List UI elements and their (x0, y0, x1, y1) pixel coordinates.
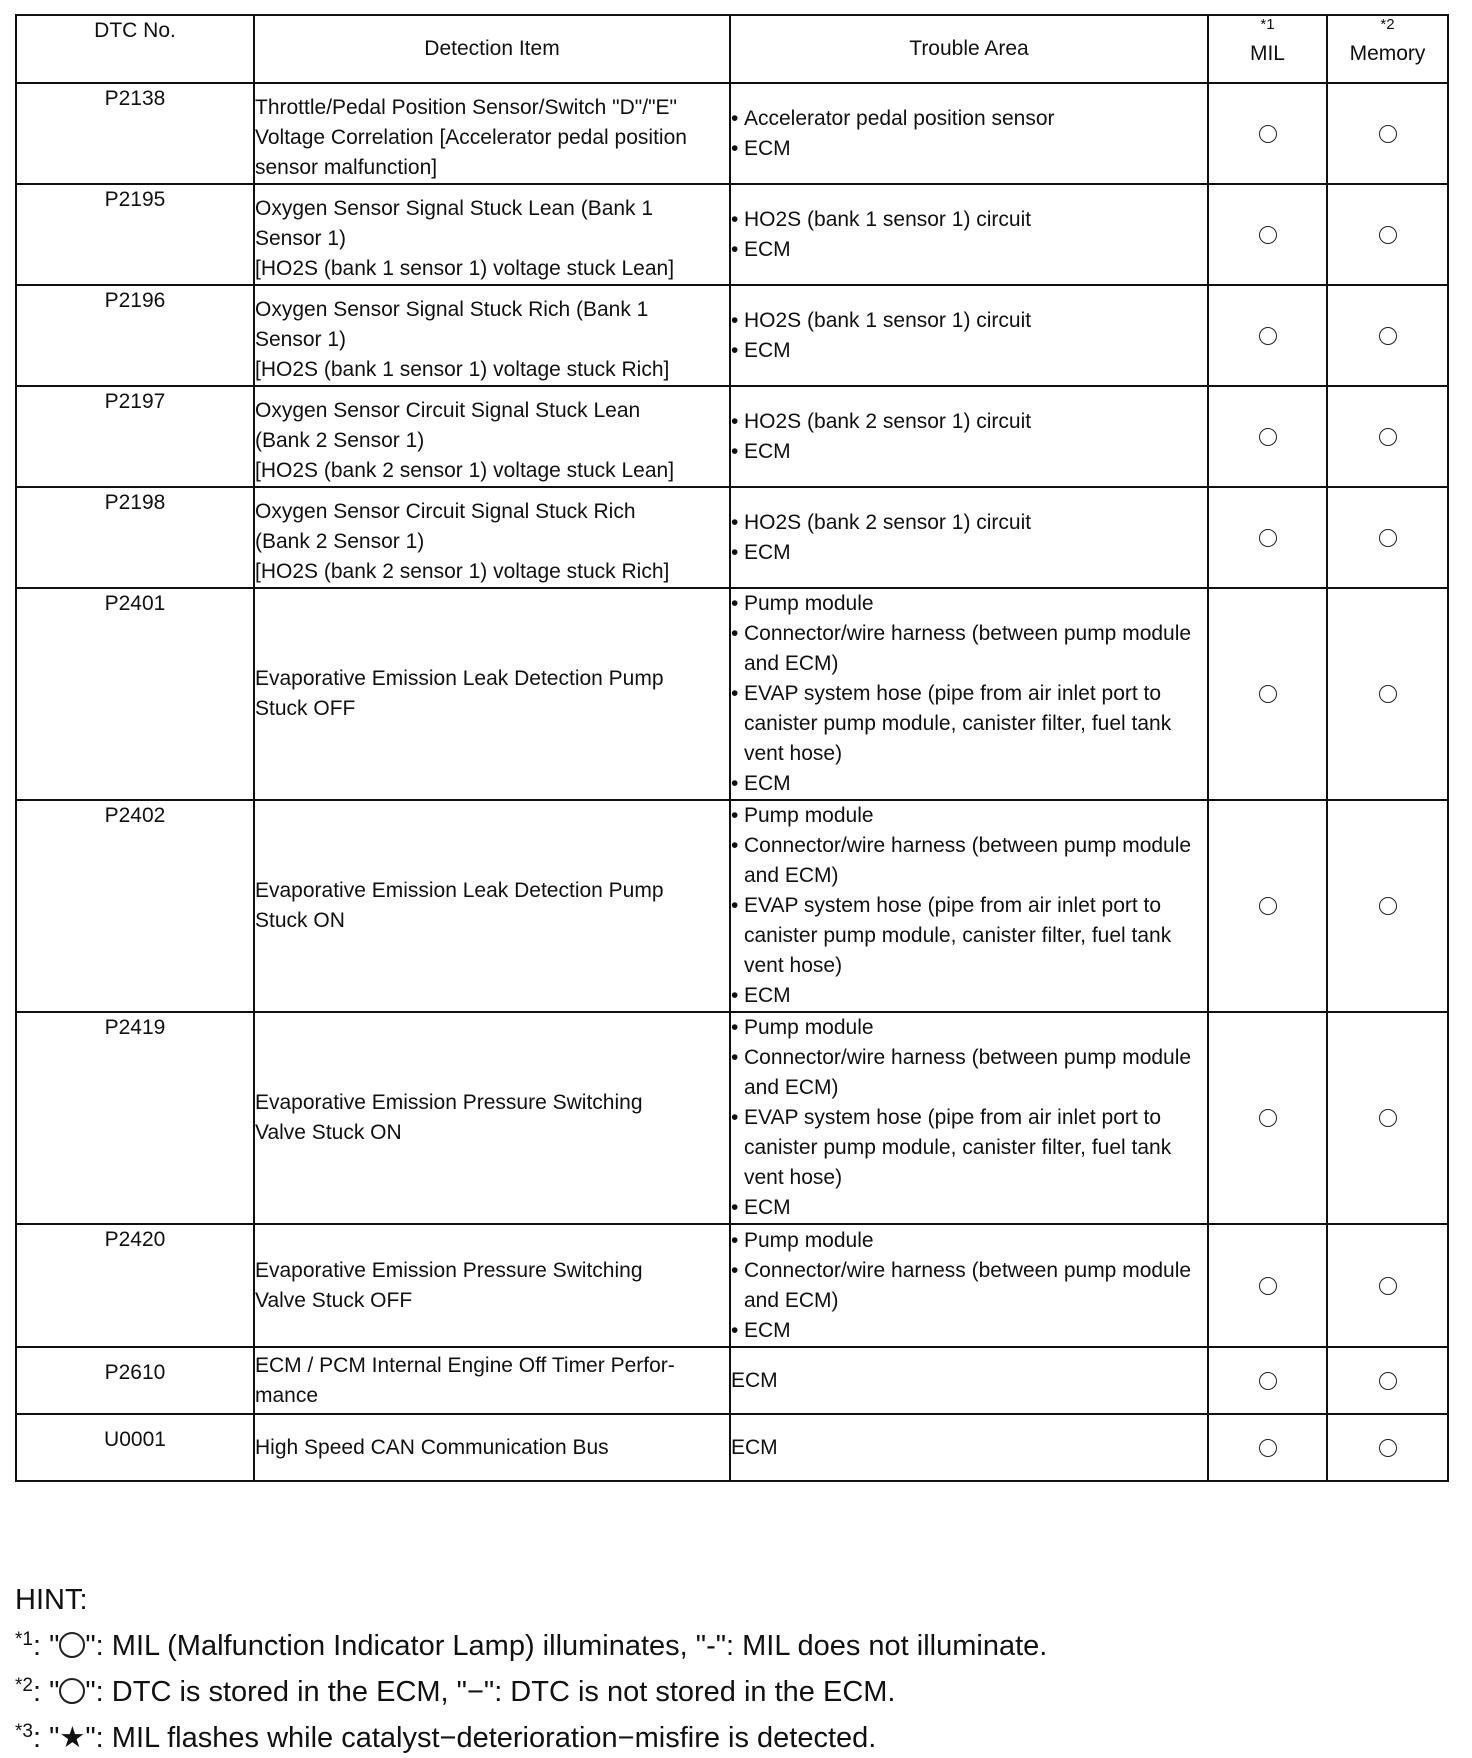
trouble-area-item: • ECM (731, 336, 1207, 366)
table-row (16, 1414, 1448, 1481)
memory-cell (1327, 800, 1448, 1012)
detection-item-line: Throttle/Pedal Position Sensor/Switch "D"/"E" (255, 96, 677, 119)
memory-cell (1327, 588, 1448, 800)
mil-cell (1208, 1347, 1327, 1414)
detection-item-cell (254, 1012, 730, 1224)
hint-note (15, 1712, 1047, 1758)
mil-circle-icon (1259, 428, 1277, 446)
trouble-area-item: • Pump module (731, 801, 1207, 831)
hint-note-text: ": DTC is stored in the ECM, "−": DTC is not stored in the ECM. (85, 1676, 896, 1708)
hint-note-prefix: : " (32, 1722, 60, 1754)
trouble-area-list (731, 1226, 1207, 1346)
mil-cell (1208, 285, 1327, 386)
trouble-area-text: ECM (731, 1435, 778, 1459)
trouble-area-item: • EVAP system hose (pipe from air inlet port to canister pump module, canister filter, fuel tank vent hose) (731, 1103, 1207, 1193)
detection-item-line: Evaporative Emission Leak Detection Pump (255, 879, 664, 902)
header-memory-footnote-mark: *2 (1380, 16, 1395, 33)
table-row (16, 83, 1448, 184)
dtc-table (15, 14, 1449, 1482)
memory-cell (1327, 1012, 1448, 1224)
mil-circle-icon (1259, 897, 1277, 915)
mil-cell (1208, 386, 1327, 487)
trouble-area-cell (730, 800, 1208, 1012)
detection-item-line: Oxygen Sensor Signal Stuck Lean (Bank 1 (255, 197, 654, 220)
trouble-area-cell (730, 588, 1208, 800)
detection-item-line: Valve Stuck OFF (255, 1288, 413, 1312)
mil-circle-icon (1259, 1372, 1277, 1390)
header-memory-label: Memory (1349, 42, 1426, 65)
mil-cell (1208, 800, 1327, 1012)
trouble-area-item: • HO2S (bank 2 sensor 1) circuit (731, 407, 1207, 437)
mil-circle-icon (1259, 1277, 1277, 1295)
dtc-code-cell: U0001 (16, 1414, 254, 1481)
detection-item-cell (254, 83, 730, 184)
memory-circle-icon (1379, 125, 1397, 143)
mil-circle-icon (1259, 125, 1277, 143)
mil-cell (1208, 588, 1327, 800)
mil-circle-icon (1259, 685, 1277, 703)
dtc-code-cell: P2401 (16, 588, 254, 800)
hint-section (15, 1580, 1047, 1758)
detection-item-line: sensor malfunction] (255, 156, 438, 179)
trouble-area-item: • EVAP system hose (pipe from air inlet port to canister pump module, canister filter, fuel tank vent hose) (731, 891, 1207, 981)
trouble-area-list (731, 508, 1207, 568)
detection-item-line: (Bank 2 Sensor 1) (255, 530, 425, 553)
table-row (16, 184, 1448, 285)
memory-circle-icon (1379, 1277, 1397, 1295)
dtc-code-cell: P2420 (16, 1224, 254, 1347)
trouble-area-cell (730, 1012, 1208, 1224)
trouble-area-item: • Pump module (731, 1226, 1207, 1256)
hint-note-mark: *2 (15, 1675, 33, 1696)
trouble-area-item: • Connector/wire harness (between pump module and ECM) (731, 831, 1207, 891)
detection-item-line: Oxygen Sensor Circuit Signal Stuck Lean (255, 399, 641, 422)
mil-circle-icon (1259, 327, 1277, 345)
memory-circle-icon (1379, 685, 1397, 703)
header-mil (1208, 15, 1327, 83)
detection-item-cell (254, 386, 730, 487)
detection-item-cell (254, 487, 730, 588)
trouble-area-item: • Accelerator pedal position sensor (731, 104, 1207, 134)
trouble-area-item: • EVAP system hose (pipe from air inlet port to canister pump module, canister filter, fuel tank vent hose) (731, 679, 1207, 769)
memory-circle-icon (1379, 226, 1397, 244)
trouble-area-cell (730, 83, 1208, 184)
memory-cell (1327, 1414, 1448, 1481)
trouble-area-item: • Connector/wire harness (between pump module and ECM) (731, 619, 1207, 679)
memory-circle-icon (1379, 897, 1397, 915)
detection-item-cell (254, 588, 730, 800)
mil-cell (1208, 1012, 1327, 1224)
trouble-area-item: • ECM (731, 437, 1207, 467)
detection-item-cell (254, 285, 730, 386)
detection-item-line: (Bank 2 Sensor 1) (255, 429, 425, 452)
table-header-row (16, 15, 1448, 83)
mil-cell (1208, 1414, 1327, 1481)
trouble-area-item: • ECM (731, 538, 1207, 568)
trouble-area-cell (730, 1414, 1208, 1481)
mil-cell (1208, 83, 1327, 184)
detection-item-line: Stuck OFF (255, 697, 356, 720)
mil-circle-icon (1259, 226, 1277, 244)
table-row (16, 1347, 1448, 1414)
trouble-area-item: • ECM (731, 1193, 1207, 1223)
memory-cell (1327, 184, 1448, 285)
memory-circle-icon (1379, 428, 1397, 446)
hint-note-text: ": MIL flashes while catalyst−deterioration−misfire is detected. (85, 1722, 877, 1754)
detection-item-line: Sensor 1) (255, 328, 347, 351)
trouble-area-list (731, 801, 1207, 1011)
mil-circle-icon (1259, 1439, 1277, 1457)
hint-note-prefix: : " (32, 1630, 60, 1662)
detection-item-line: Evaporative Emission Pressure Switching (255, 1091, 643, 1114)
dtc-code-cell: P2610 (16, 1347, 254, 1414)
dtc-code-cell: P2419 (16, 1012, 254, 1224)
table-row (16, 1012, 1448, 1224)
detection-item-line: Voltage Correlation [Accelerator pedal position (255, 126, 687, 149)
table-row (16, 1224, 1448, 1347)
hint-note (15, 1666, 1047, 1712)
memory-circle-icon (1379, 1439, 1397, 1457)
detection-item-cell (254, 1224, 730, 1347)
detection-item-line: Oxygen Sensor Signal Stuck Rich (Bank 1 (255, 298, 649, 321)
table-row (16, 285, 1448, 386)
dtc-code-cell: P2195 (16, 184, 254, 285)
trouble-area-item: • HO2S (bank 1 sensor 1) circuit (731, 205, 1207, 235)
detection-item-line: Evaporative Emission Leak Detection Pump (255, 667, 664, 690)
table-body (16, 83, 1448, 1481)
detection-item-line: Sensor 1) (255, 227, 347, 250)
trouble-area-cell (730, 386, 1208, 487)
trouble-area-list (731, 306, 1207, 366)
detection-item-line: mance (255, 1383, 319, 1407)
header-trouble-area: Trouble Area (730, 15, 1208, 83)
mil-cell (1208, 184, 1327, 285)
trouble-area-list (731, 1013, 1207, 1223)
memory-circle-icon (1379, 1109, 1397, 1127)
memory-cell (1327, 1224, 1448, 1347)
dtc-code-cell: P2198 (16, 487, 254, 588)
trouble-area-cell (730, 285, 1208, 386)
trouble-area-list (731, 589, 1207, 799)
trouble-area-item: • Connector/wire harness (between pump module and ECM) (731, 1256, 1207, 1316)
hint-note-mark: *1 (15, 1629, 33, 1650)
trouble-area-item: • Connector/wire harness (between pump module and ECM) (731, 1043, 1207, 1103)
table-row (16, 800, 1448, 1012)
circle-symbol-icon (59, 1632, 85, 1658)
dtc-code-cell: P2402 (16, 800, 254, 1012)
star-symbol-icon: ★ (59, 1722, 86, 1754)
hint-note (15, 1620, 1047, 1666)
trouble-area-cell (730, 184, 1208, 285)
dtc-code-cell: P2197 (16, 386, 254, 487)
header-mil-label: MIL (1249, 42, 1285, 65)
header-memory (1327, 15, 1448, 83)
trouble-area-text: ECM (731, 1368, 778, 1392)
memory-circle-icon (1379, 327, 1397, 345)
detection-item-cell (254, 184, 730, 285)
mil-cell (1208, 487, 1327, 588)
detection-item-line: Stuck ON (255, 909, 345, 932)
trouble-area-item: • ECM (731, 981, 1207, 1011)
dtc-code-cell: P2196 (16, 285, 254, 386)
mil-cell (1208, 1224, 1327, 1347)
trouble-area-item: • HO2S (bank 2 sensor 1) circuit (731, 508, 1207, 538)
mil-circle-icon (1259, 1109, 1277, 1127)
hint-note-text: ": MIL (Malfunction Indicator Lamp) illuminates, "-": MIL does not illuminate. (85, 1630, 1048, 1662)
memory-cell (1327, 285, 1448, 386)
memory-cell (1327, 487, 1448, 588)
table-row (16, 588, 1448, 800)
detection-item-line: Valve Stuck ON (255, 1121, 402, 1144)
trouble-area-cell (730, 1347, 1208, 1414)
mil-circle-icon (1259, 529, 1277, 547)
hint-notes (15, 1620, 1047, 1758)
memory-circle-icon (1379, 529, 1397, 547)
trouble-area-cell (730, 487, 1208, 588)
detection-item-cell (254, 800, 730, 1012)
trouble-area-item: • ECM (731, 134, 1207, 164)
memory-cell (1327, 1347, 1448, 1414)
detection-item-line: ECM / PCM Internal Engine Off Timer Perfor- (255, 1353, 675, 1377)
trouble-area-list (731, 407, 1207, 467)
detection-item-line: Evaporative Emission Pressure Switching (255, 1258, 643, 1282)
circle-symbol-icon (59, 1678, 85, 1704)
detection-item-cell (254, 1414, 730, 1481)
trouble-area-item: • HO2S (bank 1 sensor 1) circuit (731, 306, 1207, 336)
header-mil-footnote-mark: *1 (1260, 16, 1275, 33)
detection-item-line: High Speed CAN Communication Bus (255, 1435, 609, 1459)
trouble-area-item: • ECM (731, 235, 1207, 265)
detection-item-line: [HO2S (bank 1 sensor 1) voltage stuck Lean] (255, 257, 675, 280)
detection-item-line: [HO2S (bank 2 sensor 1) voltage stuck Rich] (255, 560, 670, 583)
trouble-area-item: • Pump module (731, 589, 1207, 619)
trouble-area-item: • ECM (731, 1316, 1207, 1346)
hint-note-mark: *3 (15, 1721, 33, 1742)
detection-item-line: [HO2S (bank 2 sensor 1) voltage stuck Lean] (255, 459, 675, 482)
trouble-area-item: • ECM (731, 769, 1207, 799)
detection-item-line: Oxygen Sensor Circuit Signal Stuck Rich (255, 500, 636, 523)
trouble-area-cell (730, 1224, 1208, 1347)
header-detection-item: Detection Item (254, 15, 730, 83)
memory-cell (1327, 386, 1448, 487)
detection-item-line: [HO2S (bank 1 sensor 1) voltage stuck Rich] (255, 358, 670, 381)
hint-note-prefix: : " (32, 1676, 60, 1708)
detection-item-cell (254, 1347, 730, 1414)
memory-cell (1327, 83, 1448, 184)
table-row (16, 487, 1448, 588)
table-row (16, 386, 1448, 487)
dtc-code-cell: P2138 (16, 83, 254, 184)
hint-title: HINT: (15, 1584, 88, 1616)
memory-circle-icon (1379, 1372, 1397, 1390)
header-dtc-no: DTC No. (16, 15, 254, 83)
trouble-area-list (731, 104, 1207, 164)
trouble-area-item: • Pump module (731, 1013, 1207, 1043)
trouble-area-list (731, 205, 1207, 265)
